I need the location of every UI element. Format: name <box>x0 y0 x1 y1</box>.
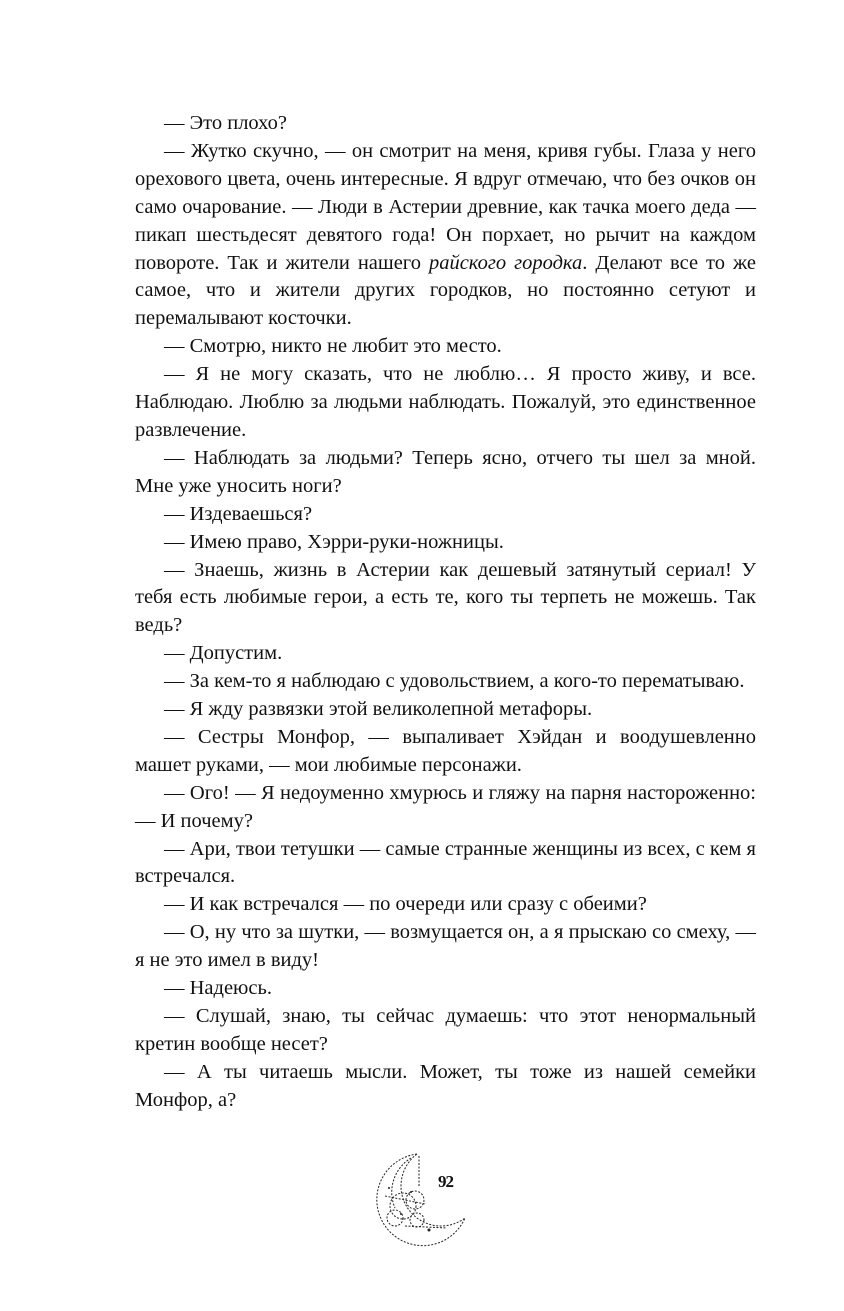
paragraph: — Наблюдать за людьми? Теперь ясно, отчего ты шел за мной. Мне уже уносить ноги? <box>135 446 756 497</box>
paragraph: — Надеюсь. <box>164 977 272 1000</box>
crescent-moon-ornament-icon <box>355 1148 475 1248</box>
paragraph: — О, ну что за шутки, — возмущается он, а я прыскаю со смеху, — я не это имел в виду! <box>135 921 756 972</box>
paragraph: — Издеваешься? <box>164 502 313 525</box>
paragraph: — Ого! — Я недоуменно хмурюсь и гляжу на парня настороженно: — И почему? <box>135 781 756 832</box>
book-page-text <box>135 110 756 1115</box>
paragraph: — Я жду развязки этой великолепной метафоры. <box>164 698 593 721</box>
italic-phrase: райского городка <box>428 251 583 274</box>
paragraph: — Я не могу сказать, что не люблю… Я просто живу, и все. Наблюдаю. Люблю за людьми наблюдать. Пожалуй, это единственное развлечение. <box>135 363 756 441</box>
page-number: 92 <box>438 1172 453 1191</box>
paragraph: — Допустим. <box>164 642 283 665</box>
paragraph: — А ты читаешь мысли. Может, ты тоже из нашей семейки Монфор, а? <box>135 1060 756 1111</box>
paragraph: — Сестры Монфор, — выпаливает Хэйдан и воодушевленно машет руками, — мои любимые персонажи. <box>135 725 756 776</box>
paragraph: — Знаешь, жизнь в Астерии как дешевый затянутый сериал! У тебя есть любимые герои, а есть те, кого ты терпеть не можешь. Так ведь? <box>135 558 756 637</box>
paragraph: — Слушай, знаю, ты сейчас думаешь: что этот ненормальный кретин вообще несет? <box>135 1005 756 1055</box>
paragraph-text: . Делают все то же самое, что и жители других городков, но постоянно сетуют и перемалывают косточки. <box>135 251 756 330</box>
paragraph: — Ари, твои тетушки — самые странные женщины из всех, с кем я встречался. <box>135 837 756 888</box>
paragraph: — Это плохо? <box>164 112 287 134</box>
paragraph <box>135 138 756 333</box>
paragraph: — И как встречался — по очереди или сразу с обеими? <box>164 893 647 916</box>
paragraph-text: — Жутко скучно, — он смотрит на меня, кривя губы. Глаза у него орехового цвета, очень интересные. Я вдруг отмечаю, что без очков он само очарование. — Люди в Астерии древние, как тачка моего деда — пикап шестьдесят девятого года! Он порхает, но рычит на каждом повороте. Так и жители нашего <box>135 139 756 274</box>
paragraph: — За кем-то я наблюдаю с удовольствием, а кого-то перематываю. <box>164 670 745 693</box>
paragraph: — Имею право, Хэрри-руки-ножницы. <box>164 530 504 553</box>
paragraph: — Смотрю, никто не любит это место. <box>164 335 502 358</box>
